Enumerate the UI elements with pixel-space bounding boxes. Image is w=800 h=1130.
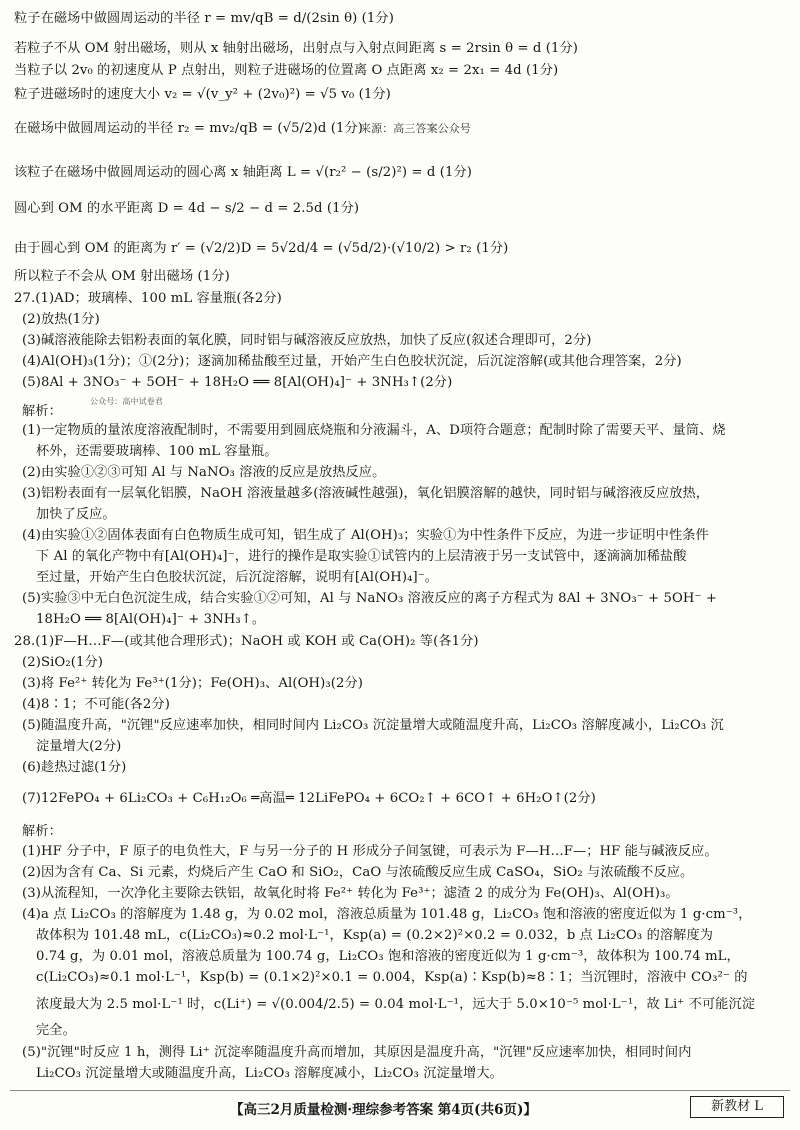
q28-answer: (4)8∶1；不可能(各2分) xyxy=(22,697,170,712)
text-line: 在磁场中做圆周运动的半径 r₂ = mv₂/qB = (√5/2)d (1分) xyxy=(14,121,364,136)
q28-answer: (6)趁热过滤(1分) xyxy=(22,760,127,775)
q28-analysis: (2)因为含有 Ca、Si 元素，灼烧后产生 CaO 和 SiO₂，CaO 与浓硫酸反应生成 CaSO₄，SiO₂ 与浓硫酸不反应。 xyxy=(22,865,694,880)
q28-analysis: (4)a 点 Li₂CO₃ 的溶解度为 1.48 g，为 0.02 mol，溶液总质量为 101.48 g，Li₂CO₃ 饱和溶液的密度近似为 1 g·cm⁻³， xyxy=(22,907,752,922)
footer-title: 【高三2月质量检测·理综参考答案 第4页(共6页)】 xyxy=(230,1102,537,1118)
q28-analysis: 故体积为 101.48 mL，c(Li₂CO₃)≈0.2 mol·L⁻¹，Ksp(a) = (0.2×2)²×0.2 = 0.032，b 点 Li₂CO₃ 的溶解度为 xyxy=(36,928,714,943)
q27-analysis: (5)实验③中无白色沉淀生成，结合实验①②可知，Al 与 NaNO₃ 溶液反应的离子方程式为 8Al + 3NO₃⁻ + 5OH⁻ + xyxy=(22,591,718,606)
q27-analysis: 至过量，开始产生白色胶状沉淀，后沉淀溶解，说明有[Al(OH)₄]⁻。 xyxy=(36,570,439,585)
q28-analysis: 完全。 xyxy=(36,1023,76,1038)
watermark: 公众号：高中试卷君 xyxy=(90,397,163,406)
text-line: 所以粒子不会从 OM 射出磁场 (1分) xyxy=(14,269,230,284)
q28-answer: 淀量增大(2分) xyxy=(36,739,122,754)
analysis-label: 解析： xyxy=(22,824,62,839)
text-line: 当粒子以 2v₀ 的初速度从 P 点射出，则粒子进磁场的位置离 O 点距离 x₂ = 2x₁ = 4d (1分) xyxy=(14,63,559,78)
q28-answer: (5)随温度升高，"沉锂"反应速率加快，相同时间内 Li₂CO₃ 沉淀量增大或随温度升高，Li₂CO₃ 溶解度减小，Li₂CO₃ 沉 xyxy=(22,718,724,733)
q27-analysis: 杯外，还需要玻璃棒、100 mL 容量瓶。 xyxy=(36,444,278,459)
q27-analysis: (2)由实验①②③可知 Al 与 NaNO₃ 溶液的反应是放热反应。 xyxy=(22,465,386,480)
analysis-label: 解析： xyxy=(22,404,62,419)
watermark: 来源：高三答案公众号 xyxy=(360,122,471,135)
text-line: 粒子在磁场中做圆周运动的半径 r = mv/qB = d/(2sin θ) (1分) xyxy=(14,11,394,26)
text-line: 由于圆心到 OM 的距离为 r′ = (√2/2)D = 5√2d/4 = (√5d/2)·(√10/2) > r₂ (1分) xyxy=(14,241,509,256)
q27-answer: (3)碱溶液能除去铝粉表面的氧化膜，同时铝与碱溶液反应放热，加快了反应(叙述合理即可，2分) xyxy=(22,333,592,348)
text-line: 若粒子不从 OM 射出磁场，则从 x 轴射出磁场，出射点与入射点间距离 s = 2rsin θ = d (1分) xyxy=(14,41,578,56)
page-footer xyxy=(0,1096,800,1120)
q28-answer: (3)将 Fe²⁺ 转化为 Fe³⁺(1分)；Fe(OH)₃、Al(OH)₃(2分) xyxy=(22,676,364,691)
q27-answer: 27.(1)AD；玻璃棒、100 mL 容量瓶(各2分) xyxy=(14,291,282,306)
footer-divider xyxy=(10,1090,790,1091)
text-line: 粒子进磁场时的速度大小 v₂ = √(v_y² + (2v₀)²) = √5 v₀ (1分) xyxy=(14,87,391,102)
text-line: 圆心到 OM 的水平距离 D = 4d − s/2 − d = 2.5d (1分) xyxy=(14,201,360,216)
q27-analysis: 下 Al 的氧化产物中有[Al(OH)₄]⁻，进行的操作是取实验①试管内的上层清液于另一支试管中，逐滴滴加稀盐酸 xyxy=(36,549,687,564)
edition-badge: 新教材 L xyxy=(690,1096,784,1118)
q27-analysis: (4)由实验①②固体表面有白色物质生成可知，铝生成了 Al(OH)₃；实验①为中性条件下反应，为进一步证明中性条件 xyxy=(22,528,709,543)
q27-analysis: (1)一定物质的量浓度溶液配制时，不需要用到圆底烧瓶和分液漏斗，A、D项符合题意；配制时除了需要天平、量筒、烧 xyxy=(22,423,726,438)
q27-answer: (5)8Al + 3NO₃⁻ + 5OH⁻ + 18H₂O ══ 8[Al(OH)₄]⁻ + 3NH₃↑(2分) xyxy=(22,375,453,390)
q28-analysis: (3)从流程知，一次净化主要除去铁铝，故氧化时将 Fe²⁺ 转化为 Fe³⁺；滤渣 2 的成分为 Fe(OH)₃、Al(OH)₃。 xyxy=(22,886,679,901)
text-line: 该粒子在磁场中做圆周运动的圆心离 x 轴距离 L = √(r₂² − (s/2)²) = d (1分) xyxy=(14,165,472,180)
q28-answer: 28.(1)F—H…F—(或其他合理形式)；NaOH 或 KOH 或 Ca(OH)₂ 等(各1分) xyxy=(14,634,479,649)
q27-analysis: 加快了反应。 xyxy=(36,507,116,522)
q28-answer: (7)12FePO₄ + 6Li₂CO₃ + C₆H₁₂O₆ ═高温═ 12LiFePO₄ + 6CO₂↑ + 6CO↑ + 6H₂O↑(2分) xyxy=(22,791,596,806)
q28-answer: (2)SiO₂(1分) xyxy=(22,655,103,670)
q28-analysis: (5)"沉锂"时反应 1 h，测得 Li⁺ 沉淀率随温度升高而增加，其原因是温度升高，"沉锂"反应速率加快，相同时间内 xyxy=(22,1045,692,1060)
q28-analysis: 浓度最大为 2.5 mol·L⁻¹ 时，c(Li⁺) = √(0.004/2.5) = 0.04 mol·L⁻¹，远大于 5.0×10⁻⁵ mol·L⁻¹，故 Li⁺ 不可能沉淀 xyxy=(36,997,756,1012)
q27-answer: (4)Al(OH)₃(1分)；①(2分)；逐滴加稀盐酸至过量，开始产生白色胶状沉淀，后沉淀溶解(或其他合理答案，2分) xyxy=(22,354,682,369)
q27-analysis: 18H₂O ══ 8[Al(OH)₄]⁻ + 3NH₃↑。 xyxy=(36,612,266,627)
q28-analysis: 0.74 g，为 0.01 mol，溶液总质量为 100.74 g，Li₂CO₃ 饱和溶液的密度近似为 1 g·cm⁻³，故体积为 100.74 mL， xyxy=(36,949,740,964)
q28-analysis: (1)HF 分子中，F 原子的电负性大，F 与另一分子的 H 形成分子间氢键，可表示为 F—H…F—；HF 能与碱液反应。 xyxy=(22,844,718,859)
q27-answer: (2)放热(1分) xyxy=(22,312,100,327)
q28-analysis: c(Li₂CO₃)≈0.1 mol·L⁻¹，Ksp(b) = (0.1×2)²×0.1 = 0.004，Ksp(a)∶Ksp(b)≈8∶1；当沉锂时，溶液中 CO₃²⁻ 的 xyxy=(36,970,748,985)
q28-analysis: Li₂CO₃ 沉淀量增大或随温度升高，Li₂CO₃ 溶解度减小，Li₂CO₃ 沉淀量增大。 xyxy=(36,1066,503,1081)
q27-analysis: (3)铝粉表面有一层氧化铝膜，NaOH 溶液量越多(溶液碱性越强)，氧化铝膜溶解的越快，同时铝与碱溶液反应放热， xyxy=(22,486,710,501)
